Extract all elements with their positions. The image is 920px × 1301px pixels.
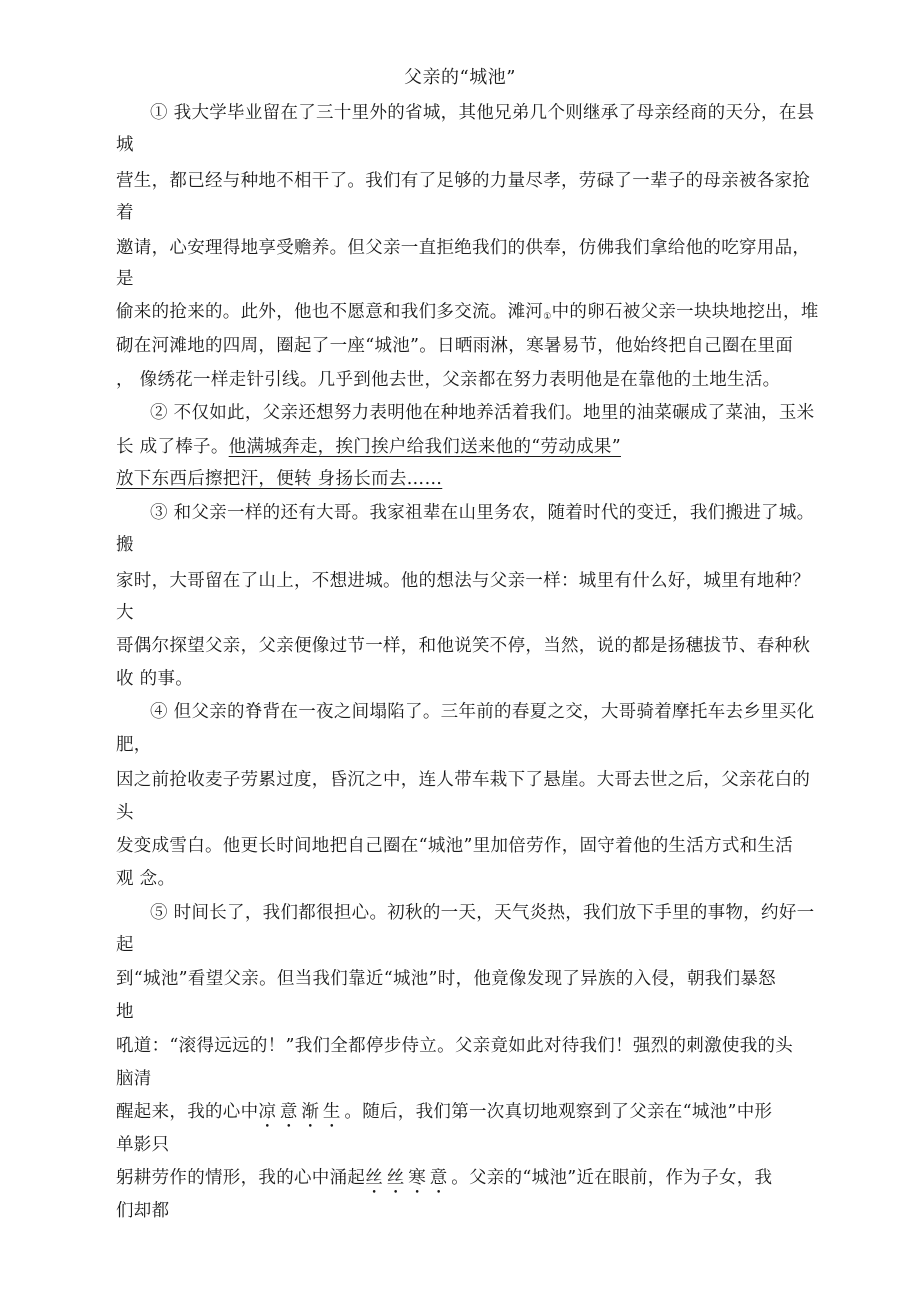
text-line: ③ 和父亲一样的还有大哥。我家祖辈在山里务农，随着时代的变迁，我们搬进了城。 xyxy=(150,503,815,523)
text-line: 地 xyxy=(116,1002,134,1022)
text-line: 起 xyxy=(116,935,134,955)
text-line: ① 我大学毕业留在了三十里外的省城，其他兄弟几个则继承了母亲经商的天分，在县 xyxy=(150,103,815,123)
text-line: 躬耕劳作的情形，我的心中涌起丝丝寒意。父亲的“城池”近在眼前，作为子女，我 xyxy=(116,1168,773,1188)
text-line: 家时，大哥留在了山上，不想进城。他的想法与父亲一样：城里有什么好，城里有地种？ xyxy=(116,571,811,591)
text-line: ⑤ 时间长了，我们都很担心。初秋的一天，天气炎热，我们放下手里的事物，约好一 xyxy=(150,903,815,923)
page-title: 父亲的“城池” xyxy=(404,67,516,88)
emphasis-dots-phrase: 凉意渐生 xyxy=(258,1102,345,1122)
text-line: 城 xyxy=(116,135,134,155)
text-line: 发变成雪白。他更长时间地把自己圈在“城池”里加倍劳作，固守着他的生活方式和生活 xyxy=(116,836,794,856)
emphasis-dots-phrase: 丝丝寒意 xyxy=(365,1168,452,1188)
text-line: 吼道：“滚得远远的！”我们全都停步侍立。父亲竟如此对待我们！强烈的刺激使我的头 xyxy=(116,1036,794,1056)
text-line: 着 xyxy=(116,203,134,223)
text-line: 长 成了棒子。他满城奔走，挨门挨户给我们送来他的“劳动成果” xyxy=(116,437,621,457)
text-line: 哥偶尔探望父亲，父亲便像过节一样，和他说笑不停，当然，说的都是扬穗拔节、春种秋 xyxy=(116,636,811,656)
text-line: 营生，都已经与种地不相干了。我们有了足够的力量尽孝，劳碌了一辈子的母亲被各家抢 xyxy=(116,171,811,191)
text-line xyxy=(116,467,442,491)
underlined-sentence: 放下东西后擦把汗，便转 身扬长而去…… xyxy=(116,469,443,489)
text-line: ② 不仅如此，父亲还想努力表明他在种地养活着我们。地里的油菜碾成了菜油，玉米 xyxy=(150,403,815,423)
text-line: ， 像绣花一样走针引线。几乎到他去世，父亲都在努力表明他是在靠他的土地生活。 xyxy=(116,370,781,390)
text-line: 到“城池”看望父亲。但当我们靠近“城池”时，他竟像发现了异族的入侵，朝我们暴怒 xyxy=(116,969,776,989)
text-line: 单影只 xyxy=(116,1135,170,1155)
text-line: 观 念。 xyxy=(116,869,176,889)
text-line: 收 的事。 xyxy=(116,669,194,689)
text-line: 头 xyxy=(116,803,134,823)
text-line: 砌在河滩地的四周，圈起了一座“城池”。日晒雨淋，寒暑易节，他始终把自己圈在里面 xyxy=(116,336,794,356)
footnote-marker: ① xyxy=(543,312,552,322)
text-line: 醒起来，我的心中凉意渐生。随后，我们第一次真切地观察到了父亲在“城池”中形 xyxy=(116,1102,773,1122)
text-line: 邀请，心安理得地享受赡养。但父亲一直拒绝我们的供奉，仿佛我们拿给他的吃穿用品， xyxy=(116,238,811,258)
text-line: 偷来的抢来的。此外，他也不愿意和我们多交流。滩河$_①$中的卵石被父亲一块块地挖出，堆 xyxy=(116,302,819,322)
text-line: 搬 xyxy=(116,535,134,555)
text-line: 脑清 xyxy=(116,1069,152,1089)
text-line: 大 xyxy=(116,603,134,623)
text-line: 们却都 xyxy=(116,1201,170,1221)
text-line: ④ 但父亲的脊背在一夜之间塌陷了。三年前的春夏之交，大哥骑着摩托车去乡里买化 xyxy=(150,702,815,722)
text-line: 是 xyxy=(116,269,134,289)
text-line: 肥， xyxy=(116,735,152,755)
text-line: 因之前抢收麦子劳累过度，昏沉之中，连人带车栽下了悬崖。大哥去世之后，父亲花白的 xyxy=(116,770,811,790)
underlined-sentence: 他满城奔走，挨门挨户给我们送来他的“劳动成果” xyxy=(228,437,621,457)
